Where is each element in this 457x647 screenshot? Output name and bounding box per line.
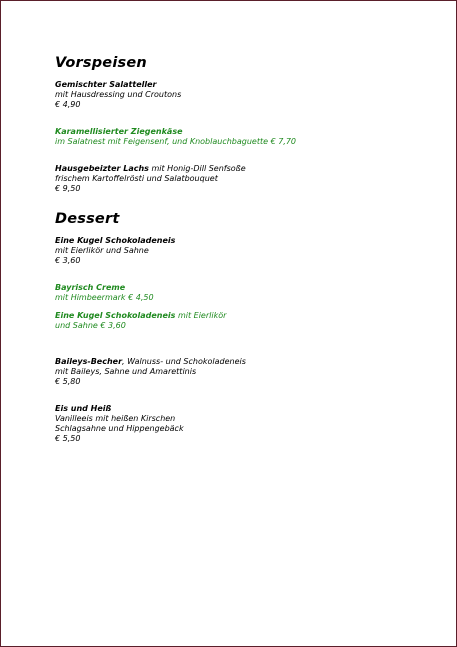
item-description: im Salatnest mit Feigensenf, und Knoblauchbaguette € 7,70 (55, 137, 297, 146)
item-price: € 3,60 (55, 256, 81, 265)
item-name: Gemischter Salatteller (55, 80, 157, 89)
item-price: € 4,90 (55, 100, 81, 109)
item-name: Baileys-Becher (55, 357, 123, 366)
item-description: mit Eierlikör und Sahne (55, 246, 149, 255)
item-name: Karamellisierter Ziegenkäse (55, 127, 183, 136)
menu-item-schokoladeneis-2 (55, 311, 226, 331)
item-price: € 5,50 (55, 434, 81, 443)
menu-item-lachs (55, 164, 246, 194)
menu-item-gemischter-salatteller (55, 80, 181, 110)
menu-item-schokoladeneis (55, 236, 175, 266)
section-title-vorspeisen: Vorspeisen (55, 55, 147, 71)
item-description: frischem Kartoffelrösti und Salatbouquet (55, 174, 218, 183)
item-description-2: Schlagsahne und Hippengebäck (55, 424, 184, 433)
item-name: Eine Kugel Schokoladeneis (55, 236, 176, 245)
item-name: Bayrisch Creme (55, 283, 126, 292)
item-name: Eis und Heiß (55, 404, 112, 413)
item-price: € 9,50 (55, 184, 81, 193)
item-price: € 5,80 (55, 377, 81, 386)
item-description: mit Himbeermark € 4,50 (55, 293, 154, 302)
menu-item-ziegenkaese (55, 127, 296, 147)
item-name: Eine Kugel Schokoladeneis (55, 311, 176, 320)
item-description: Vanilleeis mit heißen Kirschen (55, 414, 176, 423)
item-description-inline: mit Honig-Dill Senfsoße (148, 164, 246, 173)
menu-item-baileys-becher (55, 357, 246, 387)
item-description: mit Hausdressing und Croutons (55, 90, 182, 99)
item-description: mit Baileys, Sahne und Amarettinis (55, 367, 197, 376)
menu-item-eis-und-heiss (55, 404, 184, 444)
item-description-inline: mit Eierlikör (175, 311, 227, 320)
section-title-dessert: Dessert (55, 211, 120, 227)
item-name: Hausgebeizter Lachs (55, 164, 149, 173)
item-description: und Sahne € 3,60 (55, 321, 126, 330)
menu-item-bayrisch-creme (55, 283, 154, 303)
item-description-inline: , Walnuss- und Schokoladeneis (122, 357, 246, 366)
